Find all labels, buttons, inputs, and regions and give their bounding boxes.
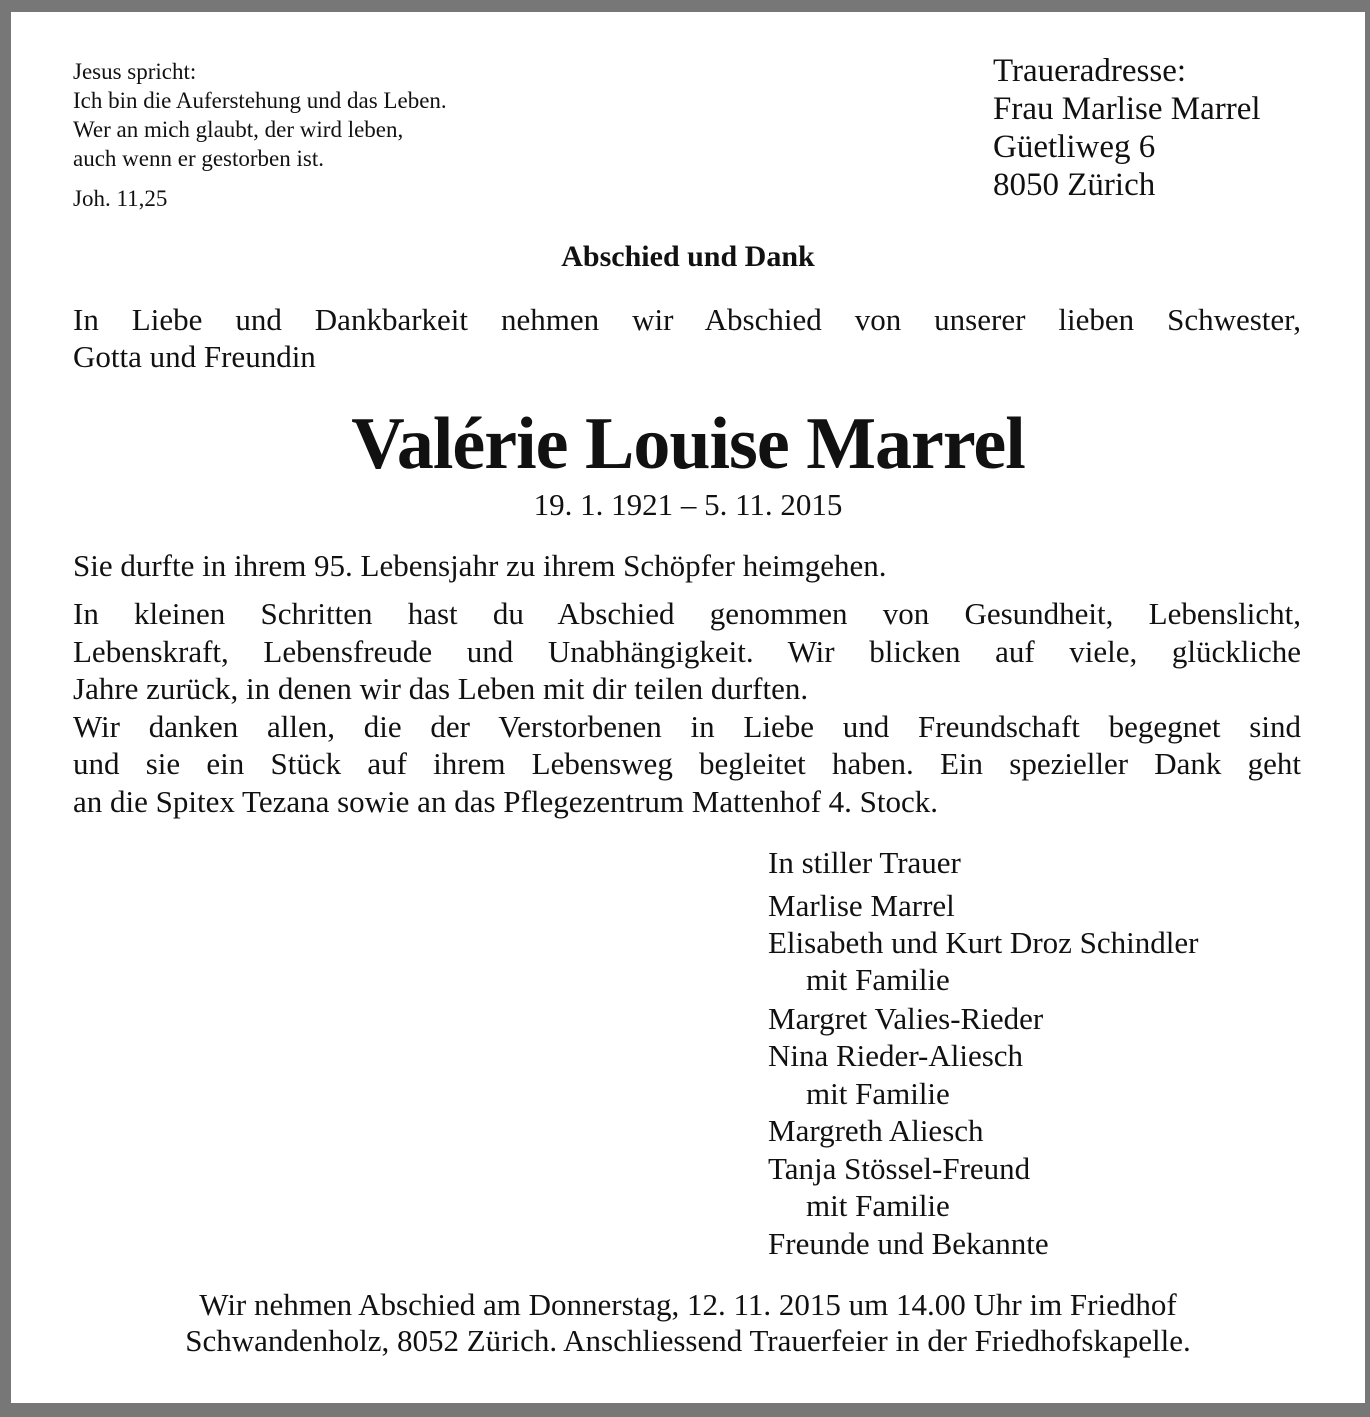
intro-line: In Liebe und Dankbarkeit nehmen wir Abschied von unserer lieben Schwester, [73,302,1301,337]
life-dates: 19. 1. 1921 – 5. 11. 2015 [533,487,843,522]
mourner: Tanja Stössel-Freund [768,1151,1031,1186]
mourner: Margret Valies-Rieder [768,1001,1044,1036]
mourner: Marlise Marrel [768,888,955,923]
address-label: Traueradresse: [993,53,1187,89]
paragraph-line: Sie durfte in ihrem 95. Lebensjahr zu ihrem Schöpfer heimgehen. [73,548,887,583]
address-name: Frau Marlise Marrel [993,91,1261,127]
footer-line: Schwandenholz, 8052 Zürich. Anschliessend Trauerfeier in der Friedhofskapelle. [185,1323,1191,1358]
mourner: mit Familie [806,1076,950,1111]
footer-line: Wir nehmen Abschied am Donnerstag, 12. 11. 2015 um 14.00 Uhr im Friedhof [199,1287,1177,1322]
verse-line: Wer an mich glaubt, der wird leben, [73,117,404,142]
mourners-intro: In stiller Trauer [768,845,961,880]
mourner: Elisabeth und Kurt Droz Schindler [768,925,1199,960]
mourner: Freunde und Bekannte [768,1226,1049,1261]
paragraph-line: Wir danken allen, die der Verstorbenen in Liebe und Freundschaft begegnet sind [73,709,1301,744]
paragraph-line: an die Spitex Tezana sowie an das Pflegezentrum Mattenhof 4. Stock. [73,784,939,819]
verse-line: Ich bin die Auferstehung und das Leben. [73,88,447,113]
paragraph-line: Jahre zurück, in denen wir das Leben mit dir teilen durften. [73,671,809,706]
verse-reference: Joh. 11,25 [73,186,168,211]
paragraph-line: Lebenskraft, Lebensfreude und Unabhängigkeit. Wir blicken auf viele, glückliche [73,634,1301,669]
mourner: mit Familie [806,1188,950,1223]
verse-line: auch wenn er gestorben ist. [73,146,325,171]
paragraph-line: In kleinen Schritten hast du Abschied genommen von Gesundheit, Lebenslicht, [73,596,1301,631]
mourner: Nina Rieder-Aliesch [768,1038,1024,1073]
verse-line: Jesus spricht: [73,59,197,84]
paragraph-line: und sie ein Stück auf ihrem Lebensweg begleitet haben. Ein spezieller Dank geht [73,746,1301,781]
obituary-notice [11,12,1365,1403]
intro-line: Gotta und Freundin [73,339,316,374]
deceased-name: Valérie Louise Marrel [351,403,1025,485]
address-city: 8050 Zürich [993,167,1156,203]
mourner: mit Familie [806,962,950,997]
address-street: Güetliweg 6 [993,129,1156,165]
mourner: Margreth Aliesch [768,1113,984,1148]
heading: Abschied und Dank [561,240,815,273]
